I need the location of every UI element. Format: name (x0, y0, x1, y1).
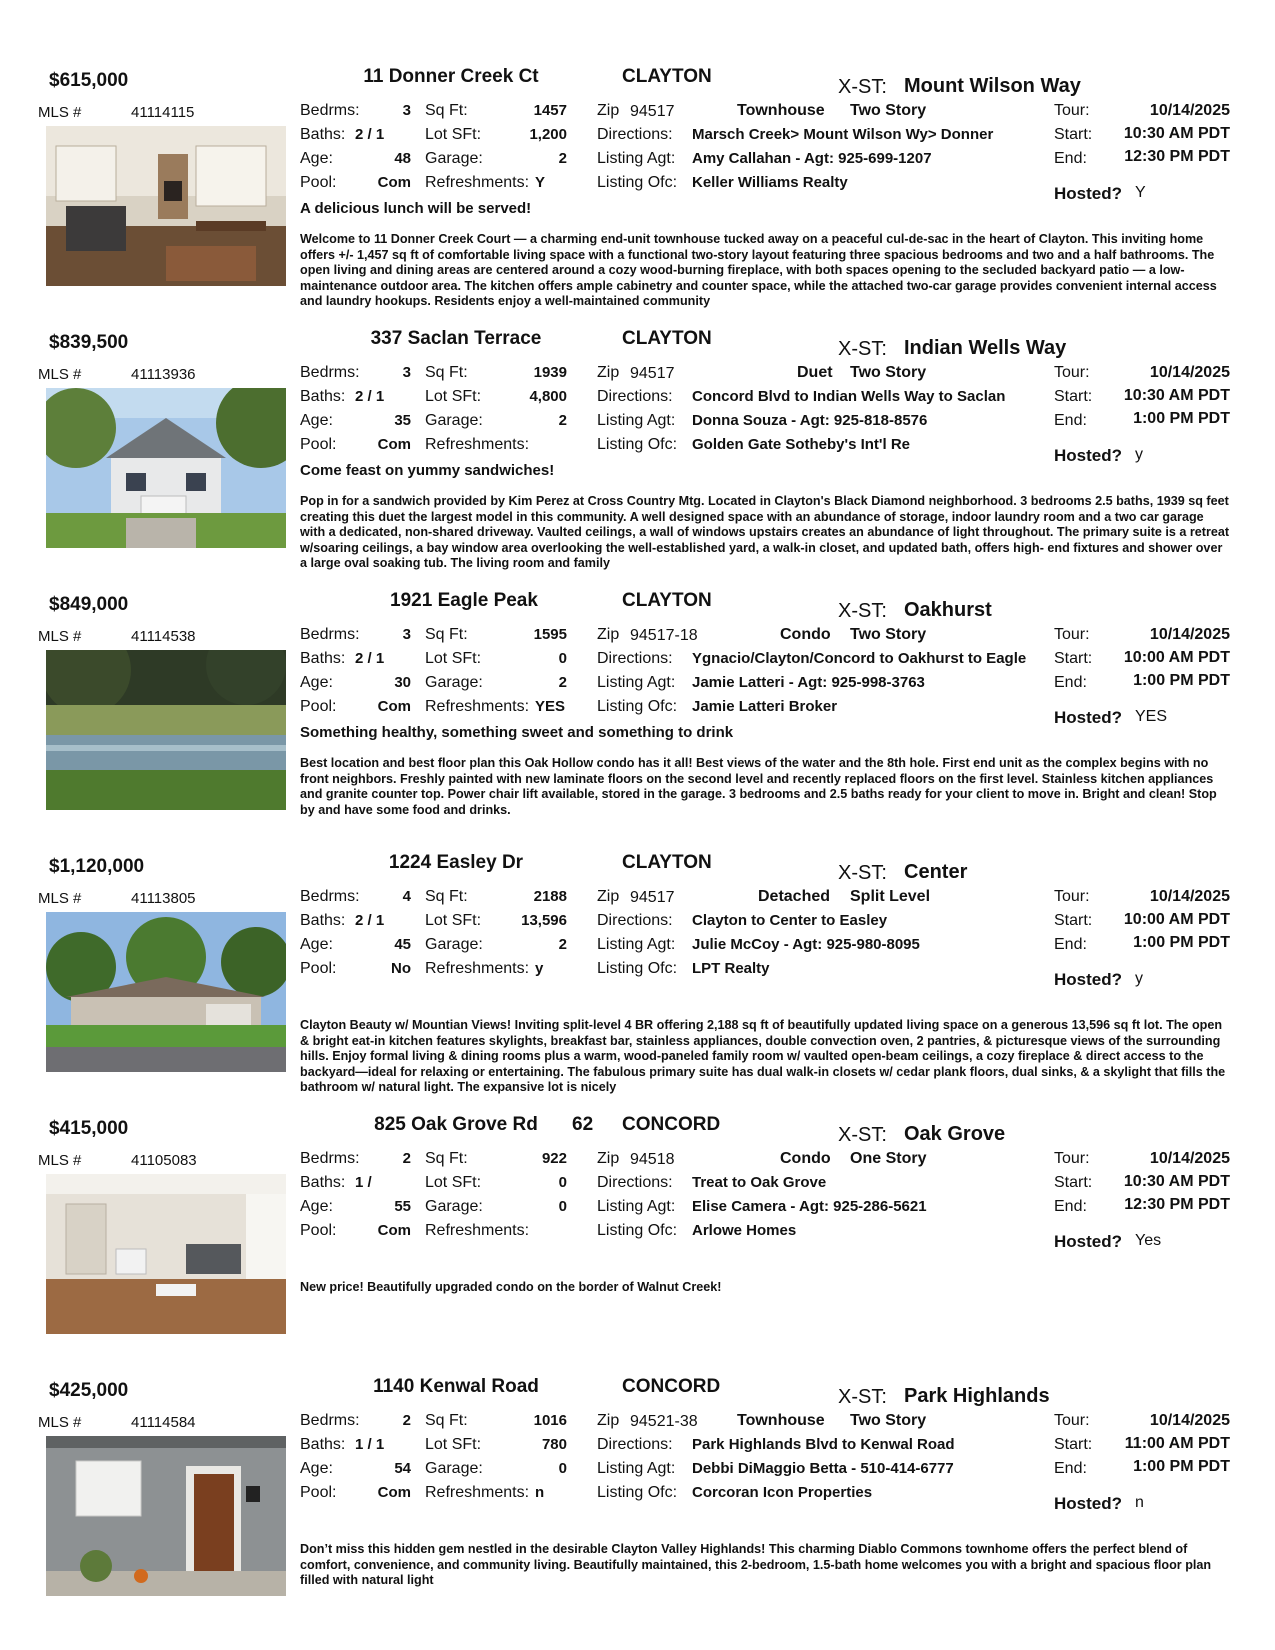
listing-card (0, 1114, 1275, 1376)
mls-number: 41114115 (131, 104, 195, 121)
garage-label: Garage: (425, 936, 483, 953)
listing-office-value: Golden Gate Sotheby's Int'l Re (692, 436, 910, 453)
garage-label: Garage: (425, 150, 483, 167)
tour-date: 10/14/2025 (1149, 1412, 1230, 1429)
start-label: Start: (1054, 1436, 1093, 1453)
end-time: 12:30 PM PDT (1124, 148, 1230, 165)
listing-description: Pop in for a sandwich provided by Kim Perez at Cross Country Mtg. Located in Clayton's Black Diamond neighborhood. 3 bedrooms 2.5 baths, 1939 sq feet creating this duet the largest model in this community. A well designed space with an abundance of storage, indoor laundry room and a two car garage with a dedicated, non-shared driveway. Vaulted ceilings, a wall of windows upstairs creates an abundance of light throughout. The primary suite is a retreat w/soaring ceilings, a bay window area overlooking the well-established yard, a walk-in closet, and updated bath, offers high- end fixtures and shower over a large oval soaking tub. The living room and family (300, 494, 1230, 570)
property-style: One Story (850, 1150, 927, 1167)
zip-value: 94517 (630, 889, 675, 906)
mls-label: MLS # (38, 1414, 82, 1431)
age-label: Age: (300, 1198, 333, 1215)
directions-label: Directions: (597, 1174, 673, 1191)
listing-photo[interactable] (46, 650, 286, 810)
garage-value: 2 (558, 936, 567, 953)
sqft-label: Sq Ft: (425, 364, 468, 381)
listing-office-label: Listing Ofc: (597, 436, 678, 453)
tour-label: Tour: (1054, 626, 1090, 643)
listing-agent-value: Amy Callahan - Agt: 925-699-1207 (692, 150, 932, 167)
bedrooms-value: 3 (402, 626, 411, 643)
pool-value: No (391, 960, 411, 977)
living-room-photo-image (46, 126, 286, 286)
hosted-value: Yes (1135, 1232, 1162, 1249)
listing-city: CLAYTON (622, 852, 712, 873)
property-style: Two Story (850, 1412, 927, 1429)
listing-photo[interactable] (46, 126, 286, 286)
age-value: 30 (394, 674, 411, 691)
listing-office-value: Jamie Latteri Broker (692, 698, 838, 715)
refreshments-label: Refreshments: (425, 1222, 530, 1239)
baths-value: 2 / 1 (355, 912, 385, 929)
house-exterior-photo-image (46, 388, 286, 548)
listing-note: A delicious lunch will be served! (300, 200, 532, 217)
directions-label: Directions: (597, 126, 673, 143)
pool-label: Pool: (300, 174, 337, 191)
baths-value: 2 / 1 (355, 126, 385, 143)
end-label: End: (1054, 1198, 1087, 1215)
property-type: Townhouse (737, 1412, 825, 1429)
sqft-value: 1939 (533, 364, 567, 381)
sqft-label: Sq Ft: (425, 888, 468, 905)
directions-label: Directions: (597, 388, 673, 405)
zip-label: Zip (597, 626, 620, 643)
refreshments-label: Refreshments: (425, 960, 530, 977)
mls-label: MLS # (38, 890, 82, 907)
age-label: Age: (300, 1460, 333, 1477)
property-type: Condo (780, 626, 831, 643)
listing-address: 825 Oak Grove Rd (374, 1114, 538, 1135)
start-time: 10:30 AM PDT (1123, 387, 1230, 404)
listing-photo[interactable] (46, 912, 286, 1072)
property-type: Townhouse (737, 102, 825, 119)
garage-value: 2 (558, 150, 567, 167)
tour-label: Tour: (1054, 1412, 1090, 1429)
listing-office-value: Corcoran Icon Properties (692, 1484, 873, 1501)
hosted-label: Hosted? (1054, 446, 1122, 465)
directions-value: Marsch Creek> Mount Wilson Wy> Donner (692, 126, 994, 143)
end-label: End: (1054, 1460, 1087, 1477)
listing-price: $415,000 (49, 1118, 129, 1139)
lot-sft-value: 0 (558, 1174, 567, 1191)
tour-date: 10/14/2025 (1149, 102, 1230, 119)
listing-agent-label: Listing Agt: (597, 674, 676, 691)
property-type: Duet (797, 364, 833, 381)
lot-sft-value: 1,200 (529, 126, 567, 143)
mls-label: MLS # (38, 1152, 82, 1169)
garage-label: Garage: (425, 674, 483, 691)
property-style: Split Level (850, 888, 931, 905)
sqft-label: Sq Ft: (425, 102, 468, 119)
start-label: Start: (1054, 126, 1093, 143)
hosted-value: y (1135, 970, 1143, 987)
bedrooms-label: Bedrms: (300, 1150, 360, 1167)
bedrooms-label: Bedrms: (300, 626, 360, 643)
bedrooms-label: Bedrms: (300, 102, 360, 119)
hosted-value: y (1135, 446, 1143, 463)
baths-label: Baths: (300, 912, 346, 929)
hosted-label: Hosted? (1054, 708, 1122, 727)
listing-office-label: Listing Ofc: (597, 1222, 678, 1239)
directions-label: Directions: (597, 650, 673, 667)
listing-agent-label: Listing Agt: (597, 936, 676, 953)
listing-office-label: Listing Ofc: (597, 174, 678, 191)
end-label: End: (1054, 150, 1087, 167)
end-time: 1:00 PM PDT (1133, 672, 1230, 689)
lot-sft-value: 4,800 (529, 388, 567, 405)
sqft-value: 1595 (533, 626, 567, 643)
listing-agent-value: Elise Camera - Agt: 925-286-5621 (692, 1198, 927, 1215)
listing-price: $1,120,000 (49, 856, 145, 877)
bedrooms-value: 4 (402, 888, 411, 905)
listing-address: 1140 Kenwal Road (373, 1376, 539, 1397)
listing-unit: 62 (572, 1114, 594, 1135)
listing-agent-value: Donna Souza - Agt: 925-818-8576 (692, 412, 928, 429)
directions-value: Clayton to Center to Easley (692, 912, 888, 929)
property-type: Detached (758, 888, 831, 905)
listing-office-value: LPT Realty (692, 960, 770, 977)
baths-value: 1 / (355, 1174, 372, 1191)
listing-description: Best location and best floor plan this Oak Hollow condo has it all! Best views of the water and the 8th hole. First end unit as the complex begins with no front neighbors. Freshly painted with new laminate floors on the second level and recently replaced floors on the first level. Stainless kitchen appliances and granite counter top. Power chair lift available, stored in the garage. 3 bedrooms and 2.5 baths ready for your client to move in. Bright and clean! Stop by and have some food and drinks. (300, 756, 1217, 817)
lot-sft-value: 780 (541, 1436, 567, 1453)
tour-label: Tour: (1054, 888, 1090, 905)
bedrooms-value: 3 (402, 364, 411, 381)
listing-office-label: Listing Ofc: (597, 1484, 678, 1501)
baths-label: Baths: (300, 1436, 346, 1453)
property-style: Two Story (850, 364, 927, 381)
zip-value: 94518 (630, 1151, 675, 1168)
pool-label: Pool: (300, 960, 337, 977)
sqft-label: Sq Ft: (425, 1412, 468, 1429)
hosted-label: Hosted? (1054, 184, 1122, 203)
refreshments-label: Refreshments: (425, 174, 530, 191)
cross-street-value: Oakhurst (904, 599, 992, 621)
listing-agent-label: Listing Agt: (597, 1460, 676, 1477)
age-label: Age: (300, 412, 333, 429)
cross-street-value: Center (904, 861, 968, 883)
listing-description: Clayton Beauty w/ Mountian Views! Inviting split-level 4 BR offering 2,188 sq ft of beautifully updated living space on a generous 13,596 sq ft lot. The open & bright eat-in kitchen features skylights, breakfast bar, stainless appliances, double convection oven, 2 pantries, & picturesque views of the surrounding hills. Enjoy formal living & dining rooms plus a warm, wood-paneled family room w/ vaulted open-beam ceilings, a cozy fireplace & direct access to the backyard—ideal for relaxing or entertaining. The fabulous primary suite has dual walk-in closets w/ cedar plank floors, dual sinks, & a skylight that fills the bathroom w/ natural light. The expansive lot is nicely (300, 1018, 1226, 1094)
baths-value: 2 / 1 (355, 388, 385, 405)
age-label: Age: (300, 936, 333, 953)
start-time: 10:30 AM PDT (1123, 1173, 1230, 1190)
cross-street-label: X-ST: (838, 600, 887, 622)
lot-sft-value: 13,596 (521, 912, 567, 929)
listing-office-label: Listing Ofc: (597, 698, 678, 715)
cross-street-value: Oak Grove (904, 1123, 1006, 1145)
pond-view-photo-image (46, 650, 286, 810)
baths-label: Baths: (300, 1174, 346, 1191)
garage-label: Garage: (425, 1460, 483, 1477)
bedrooms-label: Bedrms: (300, 1412, 360, 1429)
listing-card (0, 590, 1275, 852)
front-door-photo-image (46, 1436, 286, 1596)
bedrooms-value: 2 (402, 1150, 411, 1167)
baths-value: 2 / 1 (355, 650, 385, 667)
start-label: Start: (1054, 1174, 1093, 1191)
baths-label: Baths: (300, 126, 346, 143)
zip-value: 94521-38 (630, 1413, 698, 1430)
pool-value: Com (377, 436, 411, 453)
listing-address: 1921 Eagle Peak (390, 590, 538, 611)
listing-card (0, 852, 1275, 1114)
tour-label: Tour: (1054, 364, 1090, 381)
mls-number: 41114538 (131, 628, 196, 645)
end-time: 1:00 PM PDT (1133, 934, 1230, 951)
refreshments-label: Refreshments: (425, 698, 530, 715)
mls-label: MLS # (38, 628, 82, 645)
garage-label: Garage: (425, 1198, 483, 1215)
lot-sft-label: Lot SFt: (425, 388, 482, 405)
cross-street-label: X-ST: (838, 338, 887, 360)
start-time: 10:00 AM PDT (1123, 911, 1230, 928)
mls-number: 41113805 (131, 890, 196, 907)
mls-number: 41113936 (131, 366, 196, 383)
listing-description: New price! Beautifully upgraded condo on the border of Walnut Creek! (300, 1280, 722, 1294)
cross-street-label: X-ST: (838, 1124, 887, 1146)
listing-agent-value: Jamie Latteri - Agt: 925-998-3763 (692, 674, 925, 691)
refreshments-value: Y (535, 174, 546, 191)
listing-photo[interactable] (46, 1436, 286, 1596)
property-style: Two Story (850, 102, 927, 119)
cross-street-value: Indian Wells Way (904, 337, 1067, 359)
lot-sft-label: Lot SFt: (425, 1174, 482, 1191)
tour-date: 10/14/2025 (1149, 626, 1230, 643)
tour-label: Tour: (1054, 102, 1090, 119)
pool-value: Com (377, 698, 411, 715)
baths-value: 1 / 1 (355, 1436, 385, 1453)
listing-address: 1224 Easley Dr (388, 852, 524, 873)
age-value: 55 (394, 1198, 411, 1215)
pool-value: Com (377, 1222, 411, 1239)
cross-street-label: X-ST: (838, 862, 887, 884)
lot-sft-label: Lot SFt: (425, 650, 482, 667)
lot-sft-value: 0 (558, 650, 567, 667)
directions-value: Treat to Oak Grove (692, 1174, 827, 1191)
refreshments-value: y (535, 960, 544, 977)
pool-label: Pool: (300, 436, 337, 453)
listing-city: CLAYTON (622, 66, 712, 87)
pool-label: Pool: (300, 698, 337, 715)
refreshments-value: n (535, 1484, 545, 1501)
age-label: Age: (300, 674, 333, 691)
zip-value: 94517 (630, 103, 675, 120)
listing-price: $615,000 (49, 70, 129, 91)
directions-label: Directions: (597, 1436, 673, 1453)
refreshments-value: YES (535, 698, 566, 715)
garage-label: Garage: (425, 412, 483, 429)
listing-agent-label: Listing Agt: (597, 412, 676, 429)
sqft-value: 1016 (533, 1412, 567, 1429)
listing-card (0, 1376, 1275, 1638)
ranch-house-photo-image (46, 912, 286, 1072)
listing-card (0, 328, 1275, 590)
garage-value: 0 (558, 1460, 567, 1477)
listing-description: Welcome to 11 Donner Creek Court — a charming end-unit townhouse tucked away on a peaceful cul-de-sac in the heart of Clayton. This inviting home offers +/- 1,457 sq ft of comfortable living space with a functional two-story layout featuring three spacious bedrooms and two and a half bathrooms. The open living and dining areas are centered around a cozy wood-burning fireplace, with both spaces opening to the secluded backyard patio — a low-maintenance outdoor area. The kitchen offers ample cabinetry and counter space, while the attached two-car garage provides convenient internal access and laundry hookups. Residents enjoy a well-maintained community (300, 232, 1217, 308)
pool-label: Pool: (300, 1222, 337, 1239)
listing-card (0, 66, 1275, 328)
refreshments-label: Refreshments: (425, 1484, 530, 1501)
sqft-value: 1457 (533, 102, 567, 119)
listing-note: Come feast on yummy sandwiches! (300, 462, 555, 479)
directions-value: Park Highlands Blvd to Kenwal Road (692, 1436, 955, 1453)
directions-value: Concord Blvd to Indian Wells Way to Saclan (692, 388, 1006, 405)
listing-description: Don’t miss this hidden gem nestled in the desirable Clayton Valley Highlands! This charming Diablo Commons townhome offers the perfect blend of comfort, convenience, and community living. Beautifully maintained, this 2-bedroom, 1.5-bath home welcomes you with a bright and spacious floor plan filled with natural light (300, 1542, 1212, 1587)
listing-price: $839,500 (49, 332, 129, 353)
start-time: 11:00 AM PDT (1124, 1435, 1230, 1452)
end-label: End: (1054, 936, 1087, 953)
listing-city: CLAYTON (622, 590, 712, 611)
sqft-value: 2188 (533, 888, 567, 905)
listing-price: $425,000 (49, 1380, 129, 1401)
age-value: 54 (394, 1460, 411, 1477)
start-label: Start: (1054, 650, 1093, 667)
zip-label: Zip (597, 102, 620, 119)
bedrooms-label: Bedrms: (300, 888, 360, 905)
zip-label: Zip (597, 888, 620, 905)
bedrooms-value: 3 (402, 102, 411, 119)
listing-address: 11 Donner Creek Ct (363, 66, 539, 87)
sqft-value: 922 (541, 1150, 567, 1167)
start-time: 10:00 AM PDT (1123, 649, 1230, 666)
pool-value: Com (377, 1484, 411, 1501)
mls-label: MLS # (38, 104, 82, 121)
listing-office-label: Listing Ofc: (597, 960, 678, 977)
age-value: 45 (394, 936, 411, 953)
sqft-label: Sq Ft: (425, 626, 468, 643)
lot-sft-label: Lot SFt: (425, 912, 482, 929)
mls-number: 41105083 (131, 1152, 197, 1169)
sqft-label: Sq Ft: (425, 1150, 468, 1167)
garage-value: 2 (558, 412, 567, 429)
listing-agent-value: Debbi DiMaggio Betta - 510-414-6777 (692, 1460, 954, 1477)
listing-price: $849,000 (49, 594, 129, 615)
listing-address: 337 Saclan Terrace (370, 328, 542, 349)
property-style: Two Story (850, 626, 927, 643)
baths-label: Baths: (300, 650, 346, 667)
condo-interior-photo-image (46, 1174, 286, 1334)
hosted-label: Hosted? (1054, 1494, 1122, 1513)
cross-street-value: Mount Wilson Way (904, 75, 1081, 97)
tour-date: 10/14/2025 (1149, 1150, 1230, 1167)
cross-street-label: X-ST: (838, 76, 887, 98)
end-time: 12:30 PM PDT (1124, 1196, 1230, 1213)
listing-office-value: Arlowe Homes (692, 1222, 797, 1239)
lot-sft-label: Lot SFt: (425, 126, 482, 143)
zip-value: 94517 (630, 365, 675, 382)
pool-value: Com (377, 174, 411, 191)
end-time: 1:00 PM PDT (1133, 410, 1230, 427)
zip-value: 94517-18 (630, 627, 698, 644)
bedrooms-value: 2 (402, 1412, 411, 1429)
baths-label: Baths: (300, 388, 346, 405)
end-label: End: (1054, 412, 1087, 429)
age-value: 48 (394, 150, 411, 167)
garage-value: 0 (558, 1198, 567, 1215)
listing-office-value: Keller Williams Realty (692, 174, 848, 191)
directions-value: Ygnacio/Clayton/Concord to Oakhurst to Eagle (692, 650, 1027, 667)
zip-label: Zip (597, 1412, 620, 1429)
directions-label: Directions: (597, 912, 673, 929)
listing-photo[interactable] (46, 1174, 286, 1334)
garage-value: 2 (558, 674, 567, 691)
hosted-value: Y (1135, 184, 1146, 201)
refreshments-label: Refreshments: (425, 436, 530, 453)
mls-label: MLS # (38, 366, 82, 383)
start-label: Start: (1054, 388, 1093, 405)
end-label: End: (1054, 674, 1087, 691)
hosted-label: Hosted? (1054, 1232, 1122, 1251)
bedrooms-label: Bedrms: (300, 364, 360, 381)
property-type: Condo (780, 1150, 831, 1167)
age-label: Age: (300, 150, 333, 167)
hosted-value: YES (1135, 708, 1168, 725)
hosted-label: Hosted? (1054, 970, 1122, 989)
pool-label: Pool: (300, 1484, 337, 1501)
end-time: 1:00 PM PDT (1133, 1458, 1230, 1475)
listing-agent-label: Listing Agt: (597, 1198, 676, 1215)
listing-photo[interactable] (46, 388, 286, 548)
start-time: 10:30 AM PDT (1123, 125, 1230, 142)
hosted-value: n (1135, 1494, 1144, 1511)
tour-date: 10/14/2025 (1149, 888, 1230, 905)
listing-city: CONCORD (622, 1376, 721, 1397)
cross-street-value: Park Highlands (904, 1385, 1050, 1407)
tour-date: 10/14/2025 (1149, 364, 1230, 381)
listing-city: CLAYTON (622, 328, 712, 349)
mls-number: 41114584 (131, 1414, 196, 1431)
zip-label: Zip (597, 1150, 620, 1167)
listing-city: CONCORD (622, 1114, 721, 1135)
tour-label: Tour: (1054, 1150, 1090, 1167)
listing-agent-label: Listing Agt: (597, 150, 676, 167)
start-label: Start: (1054, 912, 1093, 929)
listing-note: Something healthy, something sweet and something to drink (300, 724, 734, 741)
age-value: 35 (394, 412, 411, 429)
zip-label: Zip (597, 364, 620, 381)
lot-sft-label: Lot SFt: (425, 1436, 482, 1453)
cross-street-label: X-ST: (838, 1386, 887, 1408)
listing-agent-value: Julie McCoy - Agt: 925-980-8095 (692, 936, 920, 953)
